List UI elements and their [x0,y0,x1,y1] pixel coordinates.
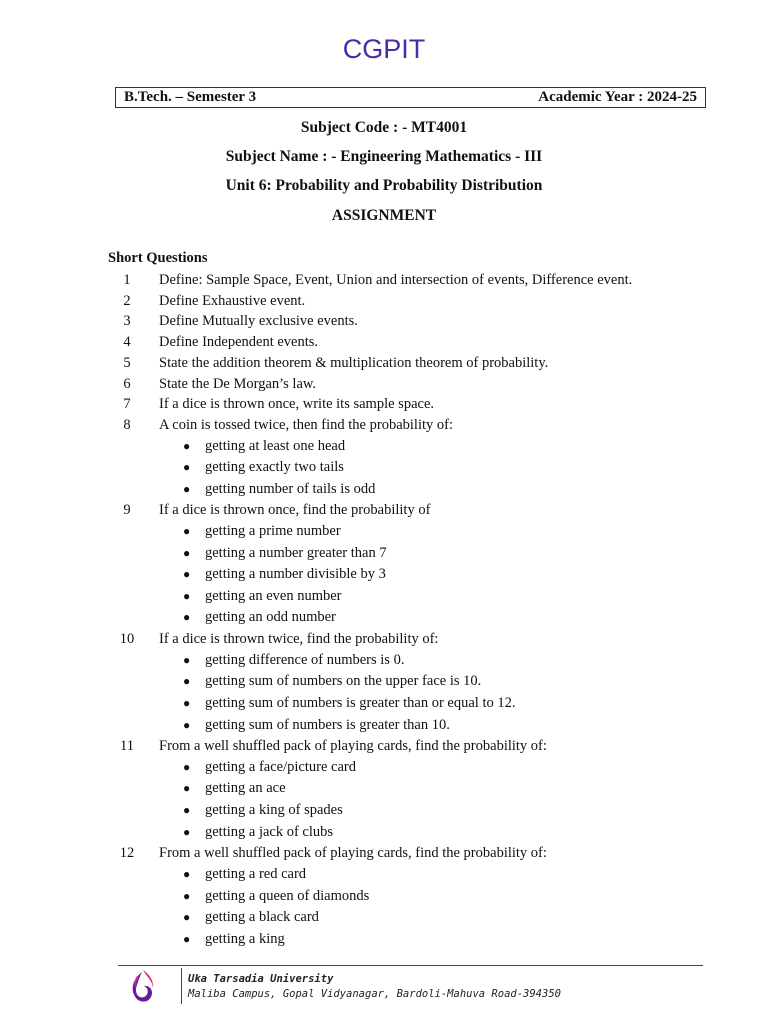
question-item [108,311,708,332]
question-number: 12 [119,845,135,862]
bullet-icon: ● [183,803,191,818]
sub-question-item [108,564,708,586]
academic-year: Academic Year : 2024-25 [538,89,697,105]
subject-name: Subject Name : - Engineering Mathematics - III [225,148,543,165]
question-number: 2 [123,292,131,309]
bullet-icon: ● [183,824,191,839]
question-text: From a well shuffled pack of playing cards, find the probability of: [159,738,547,755]
question-text: Define: Sample Space, Event, Union and intersection of events, Difference event. [159,272,633,288]
bullet-icon: ● [183,524,191,539]
bullet-icon: ● [183,888,191,903]
assignment-heading: ASSIGNMENT [331,207,437,224]
sub-question-text: getting a queen of diamonds [205,887,370,904]
sub-question-text: getting sum of numbers is greater than or equal to 12. [205,694,516,711]
sub-question-item [108,864,708,886]
bullet-icon: ● [183,438,191,453]
question-item [108,270,708,291]
footer-text [188,972,561,1002]
question-item [108,500,708,521]
bullet-icon: ● [183,910,191,925]
sub-question-item [108,693,708,715]
sub-question-text: getting a number greater than 7 [205,544,387,561]
sub-question-text: getting exactly two tails [205,459,344,476]
question-number: 6 [123,375,131,392]
sub-question-item [108,457,708,479]
sub-question-item [108,929,708,951]
question-text: If a dice is thrown once, find the probability of [159,502,431,519]
question-item [108,736,708,757]
sub-question-text: getting a jack of clubs [205,823,334,840]
sub-question-text: getting an odd number [205,609,336,626]
question-number: 8 [123,416,131,433]
footer-vertical-divider [181,968,182,1004]
bullet-icon: ● [183,588,191,603]
sub-question-text: getting a king [205,930,285,947]
question-number: 4 [123,334,131,351]
question-item [108,843,708,864]
sub-question-item [108,586,708,608]
bullet-icon: ● [183,695,191,710]
question-number: 11 [120,738,134,755]
bullet-icon: ● [183,652,191,667]
sub-question-item [108,778,708,800]
question-list [108,270,708,950]
sub-question-item [108,671,708,693]
question-text: If a dice is thrown twice, find the probability of: [159,631,439,648]
sub-question-item [108,543,708,565]
bullet-icon: ● [183,481,191,496]
question-text: From a well shuffled pack of playing cards, find the probability of: [159,845,547,862]
question-text: A coin is tossed twice, then find the probability of: [159,416,453,433]
sub-question-text: getting an even number [205,587,342,604]
course-info-box [115,87,706,108]
question-text: If a dice is thrown once, write its sample space. [159,396,435,413]
bullet-icon: ● [183,674,191,689]
bullet-icon: ● [183,460,191,475]
bullet-icon: ● [183,545,191,560]
sub-question-item [108,907,708,929]
unit-title: Unit 6: Probability and Probability Distribution [225,177,543,194]
sub-question-text: getting a number divisible by 3 [205,566,386,583]
question-number: 10 [119,631,135,648]
bullet-icon: ● [183,717,191,732]
sub-question-item [108,479,708,501]
question-item [108,353,708,374]
sub-question-text: getting sum of numbers on the upper face is 10. [205,673,482,690]
bullet-icon: ● [183,567,191,582]
sub-question-text: getting difference of numbers is 0. [205,651,405,668]
question-item [108,332,708,353]
question-text: Define Mutually exclusive events. [159,313,358,330]
sub-question-text: getting a red card [205,865,307,882]
sub-question-text: getting number of tails is odd [205,480,376,497]
sub-question-item [108,715,708,737]
subject-code: Subject Code : - MT4001 [300,119,468,136]
question-number: 1 [123,272,131,288]
section-title: Short Questions [108,250,208,266]
bullet-icon: ● [183,759,191,774]
sub-question-item [108,436,708,458]
question-item [108,415,708,436]
bullet-icon: ● [183,610,191,625]
question-text: Define Independent events. [159,334,319,351]
sub-question-item [108,757,708,779]
question-text: State the addition theorem & multiplication theorem of probability. [159,354,549,371]
question-text: State the De Morgan’s law. [159,375,317,392]
sub-question-item [108,822,708,844]
brand-title: CGPIT [342,34,426,64]
question-item [108,629,708,650]
question-number: 3 [123,313,131,330]
question-item [108,374,708,395]
question-number: 7 [123,396,131,413]
bullet-icon: ● [183,781,191,796]
sub-question-item [108,886,708,908]
sub-question-item [108,800,708,822]
sub-question-text: getting an ace [205,780,286,797]
university-logo [122,966,162,1006]
university-address: Maliba Campus, Gopal Vidyanagar, Bardoli-Mahuva Road-394350 [188,988,561,1000]
sub-question-item [108,650,708,672]
question-number: 9 [123,502,131,519]
sub-question-text: getting a black card [205,909,319,926]
footer-divider [118,965,703,966]
sub-question-text: getting a prime number [205,523,341,540]
course-semester: B.Tech. – Semester 3 [124,89,257,105]
sub-question-text: getting a king of spades [205,802,343,819]
university-name: Uka Tarsadia University [188,973,334,985]
question-item [108,394,708,415]
sub-question-text: getting a face/picture card [205,758,356,775]
sub-question-item [108,521,708,543]
question-number: 5 [123,354,131,371]
sub-question-item [108,607,708,629]
question-item [108,291,708,312]
bullet-icon: ● [183,931,191,946]
question-text: Define Exhaustive event. [159,292,306,309]
sub-question-text: getting at least one head [205,437,346,454]
bullet-icon: ● [183,866,191,881]
sub-question-text: getting sum of numbers is greater than 10. [205,716,450,733]
